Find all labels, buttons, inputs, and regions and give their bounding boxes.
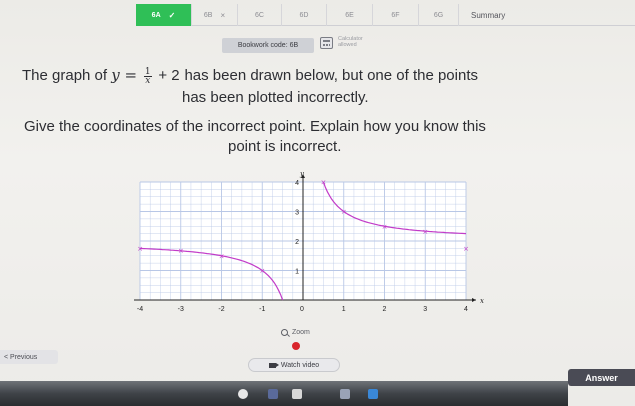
- x-tick-label: -1: [259, 306, 266, 313]
- x-tick-label: 1: [341, 306, 346, 313]
- tab-6g[interactable]: [419, 4, 459, 26]
- x-tick-label: 3: [423, 306, 428, 313]
- question-line-4: point is incorrect.: [228, 138, 342, 155]
- y-axis-label: y: [300, 170, 304, 178]
- data-point-marker: ×: [463, 244, 469, 253]
- x-tick-label: -4: [136, 306, 144, 313]
- magnifier-icon: [281, 329, 288, 336]
- calculator-allowed-label: Calculator allowed: [338, 36, 363, 48]
- app-icon[interactable]: [340, 389, 350, 399]
- fraction: $\frac{1}{x}$: [144, 66, 151, 86]
- question-line-3: Give the coordinates of the incorrect point. Explain how you know this: [24, 118, 486, 135]
- red-dot: [292, 342, 300, 350]
- zoom-button[interactable]: Zoom: [281, 326, 310, 338]
- tab-label: 6B: [203, 11, 213, 19]
- tab-label: 6C: [255, 11, 264, 19]
- tab-6c[interactable]: [238, 4, 282, 26]
- tab-6d[interactable]: [282, 4, 327, 26]
- tab-label: 6D: [299, 11, 309, 19]
- x-tick-label: -3: [177, 306, 184, 313]
- data-point-marker: ×: [218, 252, 225, 261]
- reciprocal-graph: [128, 168, 488, 320]
- x-tick-label: 2: [382, 306, 387, 313]
- equation: y = $\frac{1}{x}$ + 2: [111, 66, 180, 86]
- taskbar: [0, 381, 568, 406]
- data-point-marker: ×: [340, 208, 347, 216]
- x-tick-label: -2: [218, 306, 225, 313]
- tab-label: 6F: [391, 11, 400, 19]
- x-tick-label: 4: [464, 306, 468, 313]
- app-icon[interactable]: [268, 389, 278, 399]
- y-tick-label: 1: [295, 268, 299, 276]
- tab-6f[interactable]: [373, 4, 419, 26]
- data-point-marker: ×: [137, 244, 143, 253]
- check-icon: ✓: [168, 10, 176, 20]
- bookwork-code: Bookwork code: 6B: [222, 38, 314, 53]
- task-tab-bar: [136, 4, 635, 26]
- tab-6e[interactable]: [327, 4, 373, 26]
- app-icon[interactable]: [292, 389, 302, 399]
- app-icon[interactable]: [368, 389, 378, 399]
- data-point-marker: ×: [381, 222, 388, 231]
- question-line-1: The graph of y = $\frac{1}{x}$ + 2 has been drawn below, but one of the points: [22, 66, 478, 86]
- tab-label: 6G: [433, 11, 444, 19]
- tab-label: 6A: [151, 11, 161, 19]
- tab-summary[interactable]: [459, 4, 635, 26]
- data-point-marker: ×: [259, 267, 266, 275]
- watch-video-button[interactable]: Watch video: [248, 358, 340, 372]
- y-tick-label: 4: [295, 180, 299, 187]
- previous-button[interactable]: < Previous: [0, 350, 58, 364]
- question-line-2: has been plotted incorrectly.: [182, 89, 369, 106]
- tab-label: Summary: [471, 10, 506, 20]
- chrome-icon[interactable]: [238, 389, 248, 399]
- data-point-marker: ×: [177, 247, 184, 256]
- tab-6a[interactable]: [136, 4, 192, 26]
- x-tick-label: 0: [300, 306, 304, 313]
- x-axis-arrow: [472, 298, 476, 302]
- tab-label: 6E: [345, 11, 354, 19]
- x-axis-label: x: [480, 297, 484, 305]
- answer-button[interactable]: Answer: [568, 369, 635, 386]
- data-point-marker: ×: [422, 227, 429, 236]
- calculator-icon: [320, 37, 333, 49]
- video-icon: [269, 363, 276, 368]
- y-tick-label: 3: [295, 209, 299, 217]
- tab-6b[interactable]: [192, 4, 238, 26]
- cross-icon: ×: [220, 10, 226, 20]
- data-point-marker: ×: [320, 178, 327, 187]
- y-tick-label: 2: [295, 239, 299, 246]
